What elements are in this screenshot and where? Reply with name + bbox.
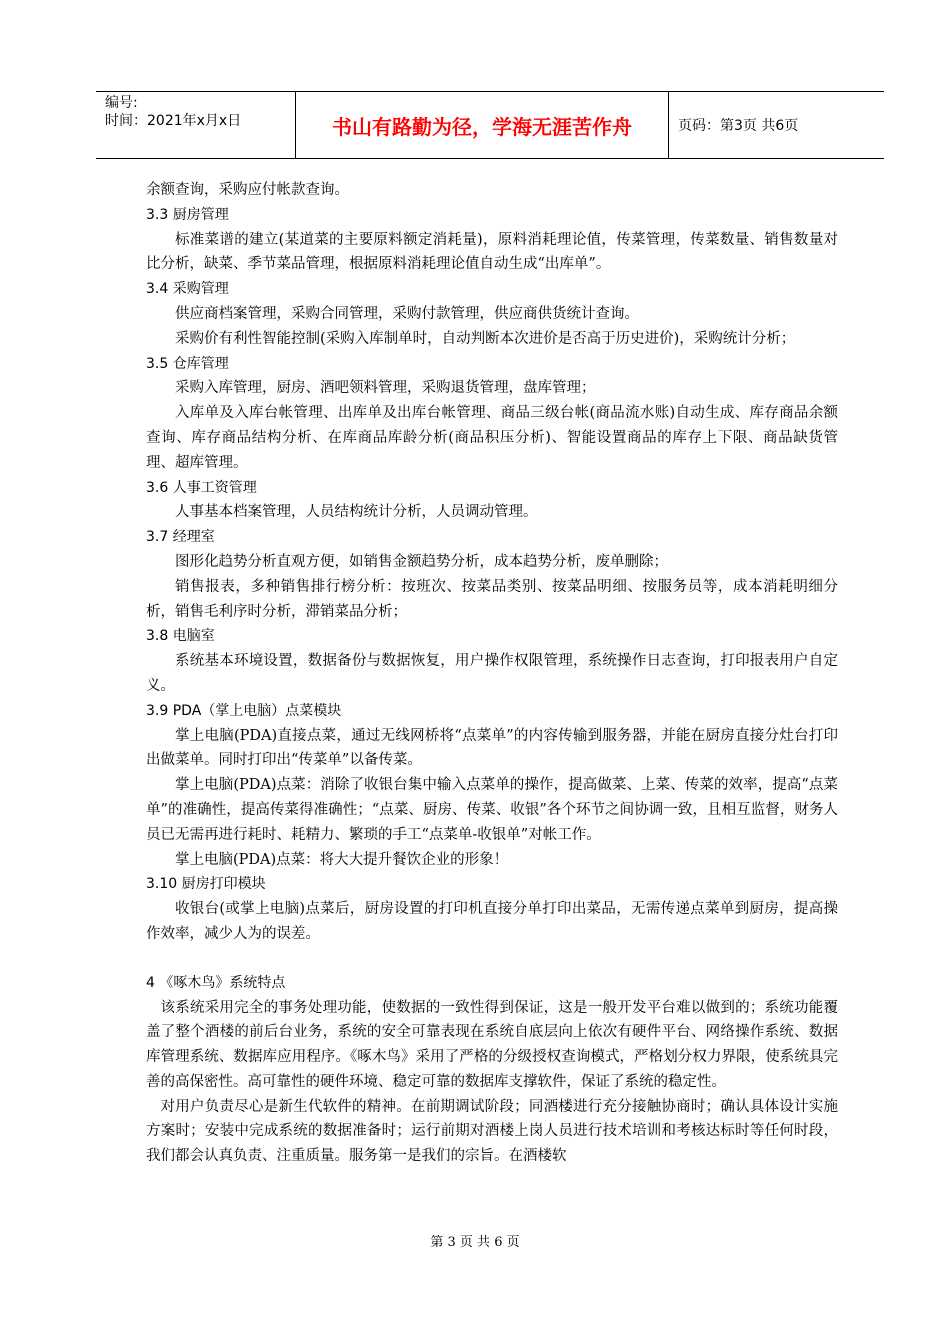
header-table [96, 91, 884, 159]
paragraph: 掌上电脑(PDA)直接点菜，通过无线网桥将“点菜单”的内容传输到服务器，并能在厨房直接分灶台打印出做菜单。同时打印出“传菜单”以备传菜。 [146, 727, 838, 769]
section-heading: 3.10 厨房打印模块 [146, 876, 266, 893]
document-date: 时间：2021年x月x日 [105, 113, 242, 129]
paragraph: 对用户负责尽心是新生代软件的精神。在前期调试阶段；同酒楼进行充分接触协商时；确认具体设计实施方案时；安装中完成系统的数据准备时；运行前期对酒楼上岗人员进行技术培训和考核达标时等任何时段，我们都会认真负责、注重质量。服务第一是我们的宗旨。在酒楼软 [146, 1098, 838, 1165]
paragraph: 销售报表，多种销售排行榜分析：按班次、按菜品类别、按菜品明细、按服务员等，成本消耗明细分析，销售毛利序时分析，滞销菜品分析； [146, 578, 838, 620]
header-meta [105, 94, 241, 130]
document-number-label: 编号: [105, 95, 138, 111]
header-page-number: 页码：第3页 共6页 [678, 118, 799, 134]
section-heading: 3.5 仓库管理 [146, 355, 229, 372]
paragraph: 入库单及入库台帐管理、出库单及出库台帐管理、商品三级台帐(商品流水账)自动生成、库存商品余额查询、库存商品结构分析、在库商品库龄分析(商品积压分析)、智能设置商品的库存上下限、商品缺货管理、超库管理。 [146, 405, 838, 471]
section-heading: 3.3 厨房管理 [146, 206, 229, 223]
paragraph: 该系统采用完全的事务处理功能，使数据的一致性得到保证，这是一般开发平台难以做到的；系统功能覆盖了整个酒楼的前后台业务，系统的安全可靠表现在系统自底层向上依次有硬件平台、网络操作系统、数据库管理系统、数据库应用程序。《啄木鸟》采用了严格的分级授权查询模式，严格划分权力界限，使系统具完善的高保密性。高可靠性的硬件环境、稳定可靠的数据库支撑软件，保证了系统的稳定性。 [146, 999, 838, 1090]
paragraph: 标准菜谱的建立(某道菜的主要原料额定消耗量)，原料消耗理论值，传菜管理，传菜数量、销售数量对比分析，缺菜、季节菜品管理，根据原料消耗理论值自动生成“出库单”。 [146, 231, 838, 273]
paragraph: 图形化趋势分析直观方便，如销售金额趋势分析，成本趋势分析，废单删除； [175, 553, 668, 570]
section-heading: 3.4 采购管理 [146, 281, 229, 298]
section-heading: 3.9 PDA（掌上电脑）点菜模块 [146, 702, 342, 719]
section-heading: 3.6 人事工资管理 [146, 479, 257, 496]
paragraph: 采购价有利性智能控制(采购入库制单时，自动判断本次进价是否高于历史进价)，采购统计分析； [175, 330, 796, 347]
header-motto: 书山有路勤为径，学海无涯苦作舟 [332, 114, 632, 139]
page-footer: 第 3 页 共 6 页 [430, 1235, 520, 1250]
paragraph: 采购入库管理，厨房、酒吧领料管理，采购退货管理，盘库管理； [175, 380, 596, 397]
paragraph: 人事基本档案管理，人员结构统计分析，人员调动管理。 [175, 504, 538, 521]
header-divider [668, 92, 669, 158]
spacer [146, 947, 838, 971]
section-heading: 4 《啄木鸟》系统特点 [146, 974, 286, 991]
paragraph: 掌上电脑(PDA)点菜：将大大提升餐饮企业的形象！ [175, 851, 509, 868]
paragraph: 系统基本环境设置，数据备份与数据恢复，用户操作权限管理，系统操作日志查询，打印报表用户自定义。 [146, 653, 838, 694]
paragraph: 掌上电脑(PDA)点菜：消除了收银台集中输入点菜单的操作，提高做菜、上菜、传菜的效率，提高“点菜单”的准确性，提高传菜得准确性；“点菜、厨房、传菜、收银”各个环节之间协调一致，且相互监督，财务人员已无需再进行耗时、耗精力、繁琐的手工“点菜单-收银单”对帐工作。 [146, 777, 838, 843]
paragraph: 收银台(或掌上电脑)点菜后，厨房设置的打印机直接分单打印出菜品，无需传递点菜单到厨房，提高操作效率，减少人为的误差。 [146, 901, 838, 942]
section-heading: 3.8 电脑室 [146, 628, 215, 645]
section-heading: 3.7 经理室 [146, 529, 215, 546]
paragraph: 余额查询，采购应付帐款查询。 [146, 182, 349, 198]
paragraph: 供应商档案管理，采购合同管理，采购付款管理，供应商供货统计查询。 [175, 305, 639, 322]
document-body [146, 178, 838, 1169]
